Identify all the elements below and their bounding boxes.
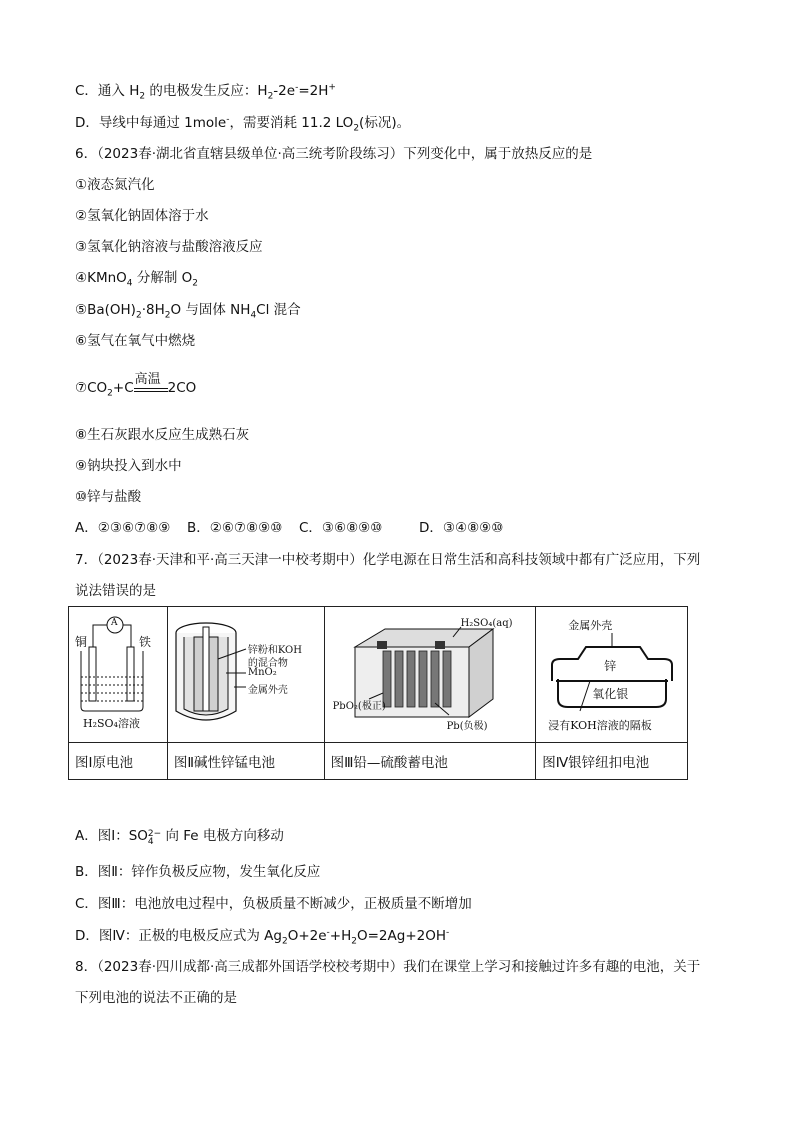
q6-choice-c[interactable]: C．③⑥⑧⑨⑩ — [298, 520, 383, 536]
q6-stem: 6．（2023春·湖北省直辖县级单位·高三统考阶段练习）下列变化中，属于放热反应的是 — [75, 146, 593, 162]
q6-item-9: ⑨钠块投入到水中 — [75, 458, 182, 474]
figure-2-cell — [167, 607, 324, 743]
q6-item-2: ②氢氧化钠固体溶于水 — [75, 208, 209, 224]
q6-item-1: ①液态氮汽化 — [75, 177, 155, 193]
q7-option-c: C．图Ⅲ：电池放电过程中，负极质量不断减少，正极质量不断增加 — [75, 896, 472, 912]
q5-option-d: D．导线中每通过 1mole-，需要消耗 11.2 $LO_2$(标况)。 — [75, 114, 411, 134]
figure-1-caption: 图Ⅰ原电池 — [69, 743, 168, 780]
q6-choice-a[interactable]: A．②③⑥⑦⑧⑨ — [75, 520, 171, 536]
figure-3-cell — [324, 607, 536, 743]
figure-4-caption: 图Ⅳ银锌纽扣电池 — [536, 743, 688, 780]
copper-label: 铜 — [75, 635, 88, 649]
figure-2-caption: 图Ⅱ碱性锌锰电池 — [167, 743, 324, 780]
q6-item-4: ④KMnO$_4$ 分解制 $O_2$ — [75, 270, 198, 289]
zinc-label: 锌 — [604, 659, 617, 673]
figure-3-caption: 图Ⅲ铅—硫酸蓄电池 — [324, 743, 536, 780]
metal-shell-label: 金属外壳 — [568, 619, 613, 632]
separator-label: 浸有KOH溶液的隔板 — [548, 719, 652, 732]
q6-item-6: ⑥氢气在氧气中燃烧 — [75, 333, 196, 349]
zinc-koh-label-2: 的混合物 — [247, 658, 288, 669]
q6-item-3: ③氢氧化钠溶液与盐酸溶液反应 — [75, 239, 263, 255]
silver-oxide-label: 氧化银 — [592, 687, 629, 701]
mno2-label: MnO₂ — [247, 667, 277, 678]
q8-stem-line1: 8．（2023春·四川成都·高三成都外国语学校校考期中）我们在课堂上学习和接触过许多有趣的电池，关于 — [75, 959, 701, 975]
ammeter-label: A — [111, 618, 118, 628]
q6-choices — [75, 518, 503, 538]
q8-stem-line2: 下列电池的说法不正确的是 — [75, 990, 237, 1006]
zinc-koh-label-1: 锌粉和KOH — [247, 645, 302, 656]
q7-option-d: D．图Ⅳ：正极的电极反应式为 $Ag_2O+2e^-+H_2O=2Ag+2OH^-$ — [75, 927, 450, 947]
q7-stem-line1: 7．（2023春·天津和平·高三天津一中校考期中）化学电源在日常生活和高科技领域中都有广泛应用，下列 — [75, 552, 701, 568]
q6-item-7: $⑦CO_2+C$ 高温 2CO — [75, 372, 197, 399]
iron-label: 铁 — [139, 635, 152, 649]
q7-option-b: B．图Ⅱ：锌作负极反应物，发生氧化反应 — [75, 864, 321, 880]
alkaline-battery-diagram — [168, 607, 325, 742]
solution-label: H₂SO₄溶液 — [83, 717, 140, 730]
reaction-condition-arrow: 高温 — [134, 376, 168, 398]
q7-figure-table — [68, 606, 688, 780]
sulfuric-acid-label: H₂SO₄(aq) — [460, 618, 513, 629]
negative-electrode-label: Pb(负极) — [446, 721, 488, 732]
figure-1-cell — [69, 607, 168, 743]
q6-choice-b[interactable]: B．②⑥⑦⑧⑨⑩ — [186, 520, 283, 536]
q6-choice-d[interactable]: D．③④⑧⑨⑩ — [418, 520, 504, 536]
metal-shell-label: 金属外壳 — [247, 685, 288, 696]
q6-item-5: $⑤Ba(OH)_2\cdot 8H_2O$ 与固体 $NH_4Cl$ 混合 — [75, 302, 301, 321]
figure-4-cell — [536, 607, 688, 743]
q7-option-a: A．图Ⅰ：SO 2− 4 向 Fe 电极方向移动 — [75, 828, 284, 847]
q6-item-10: ⑩锌与盐酸 — [75, 489, 142, 505]
q6-item-8: ⑧生石灰跟水反应生成熟石灰 — [75, 427, 250, 443]
q7-stem-line2: 说法错误的是 — [75, 583, 156, 599]
positive-electrode-label: PbO₂(极正) — [332, 701, 386, 712]
q5-option-c: C．通入 $H_2$ 的电极发生反应：$H_2-2e^-=2H^+$ — [75, 82, 336, 102]
